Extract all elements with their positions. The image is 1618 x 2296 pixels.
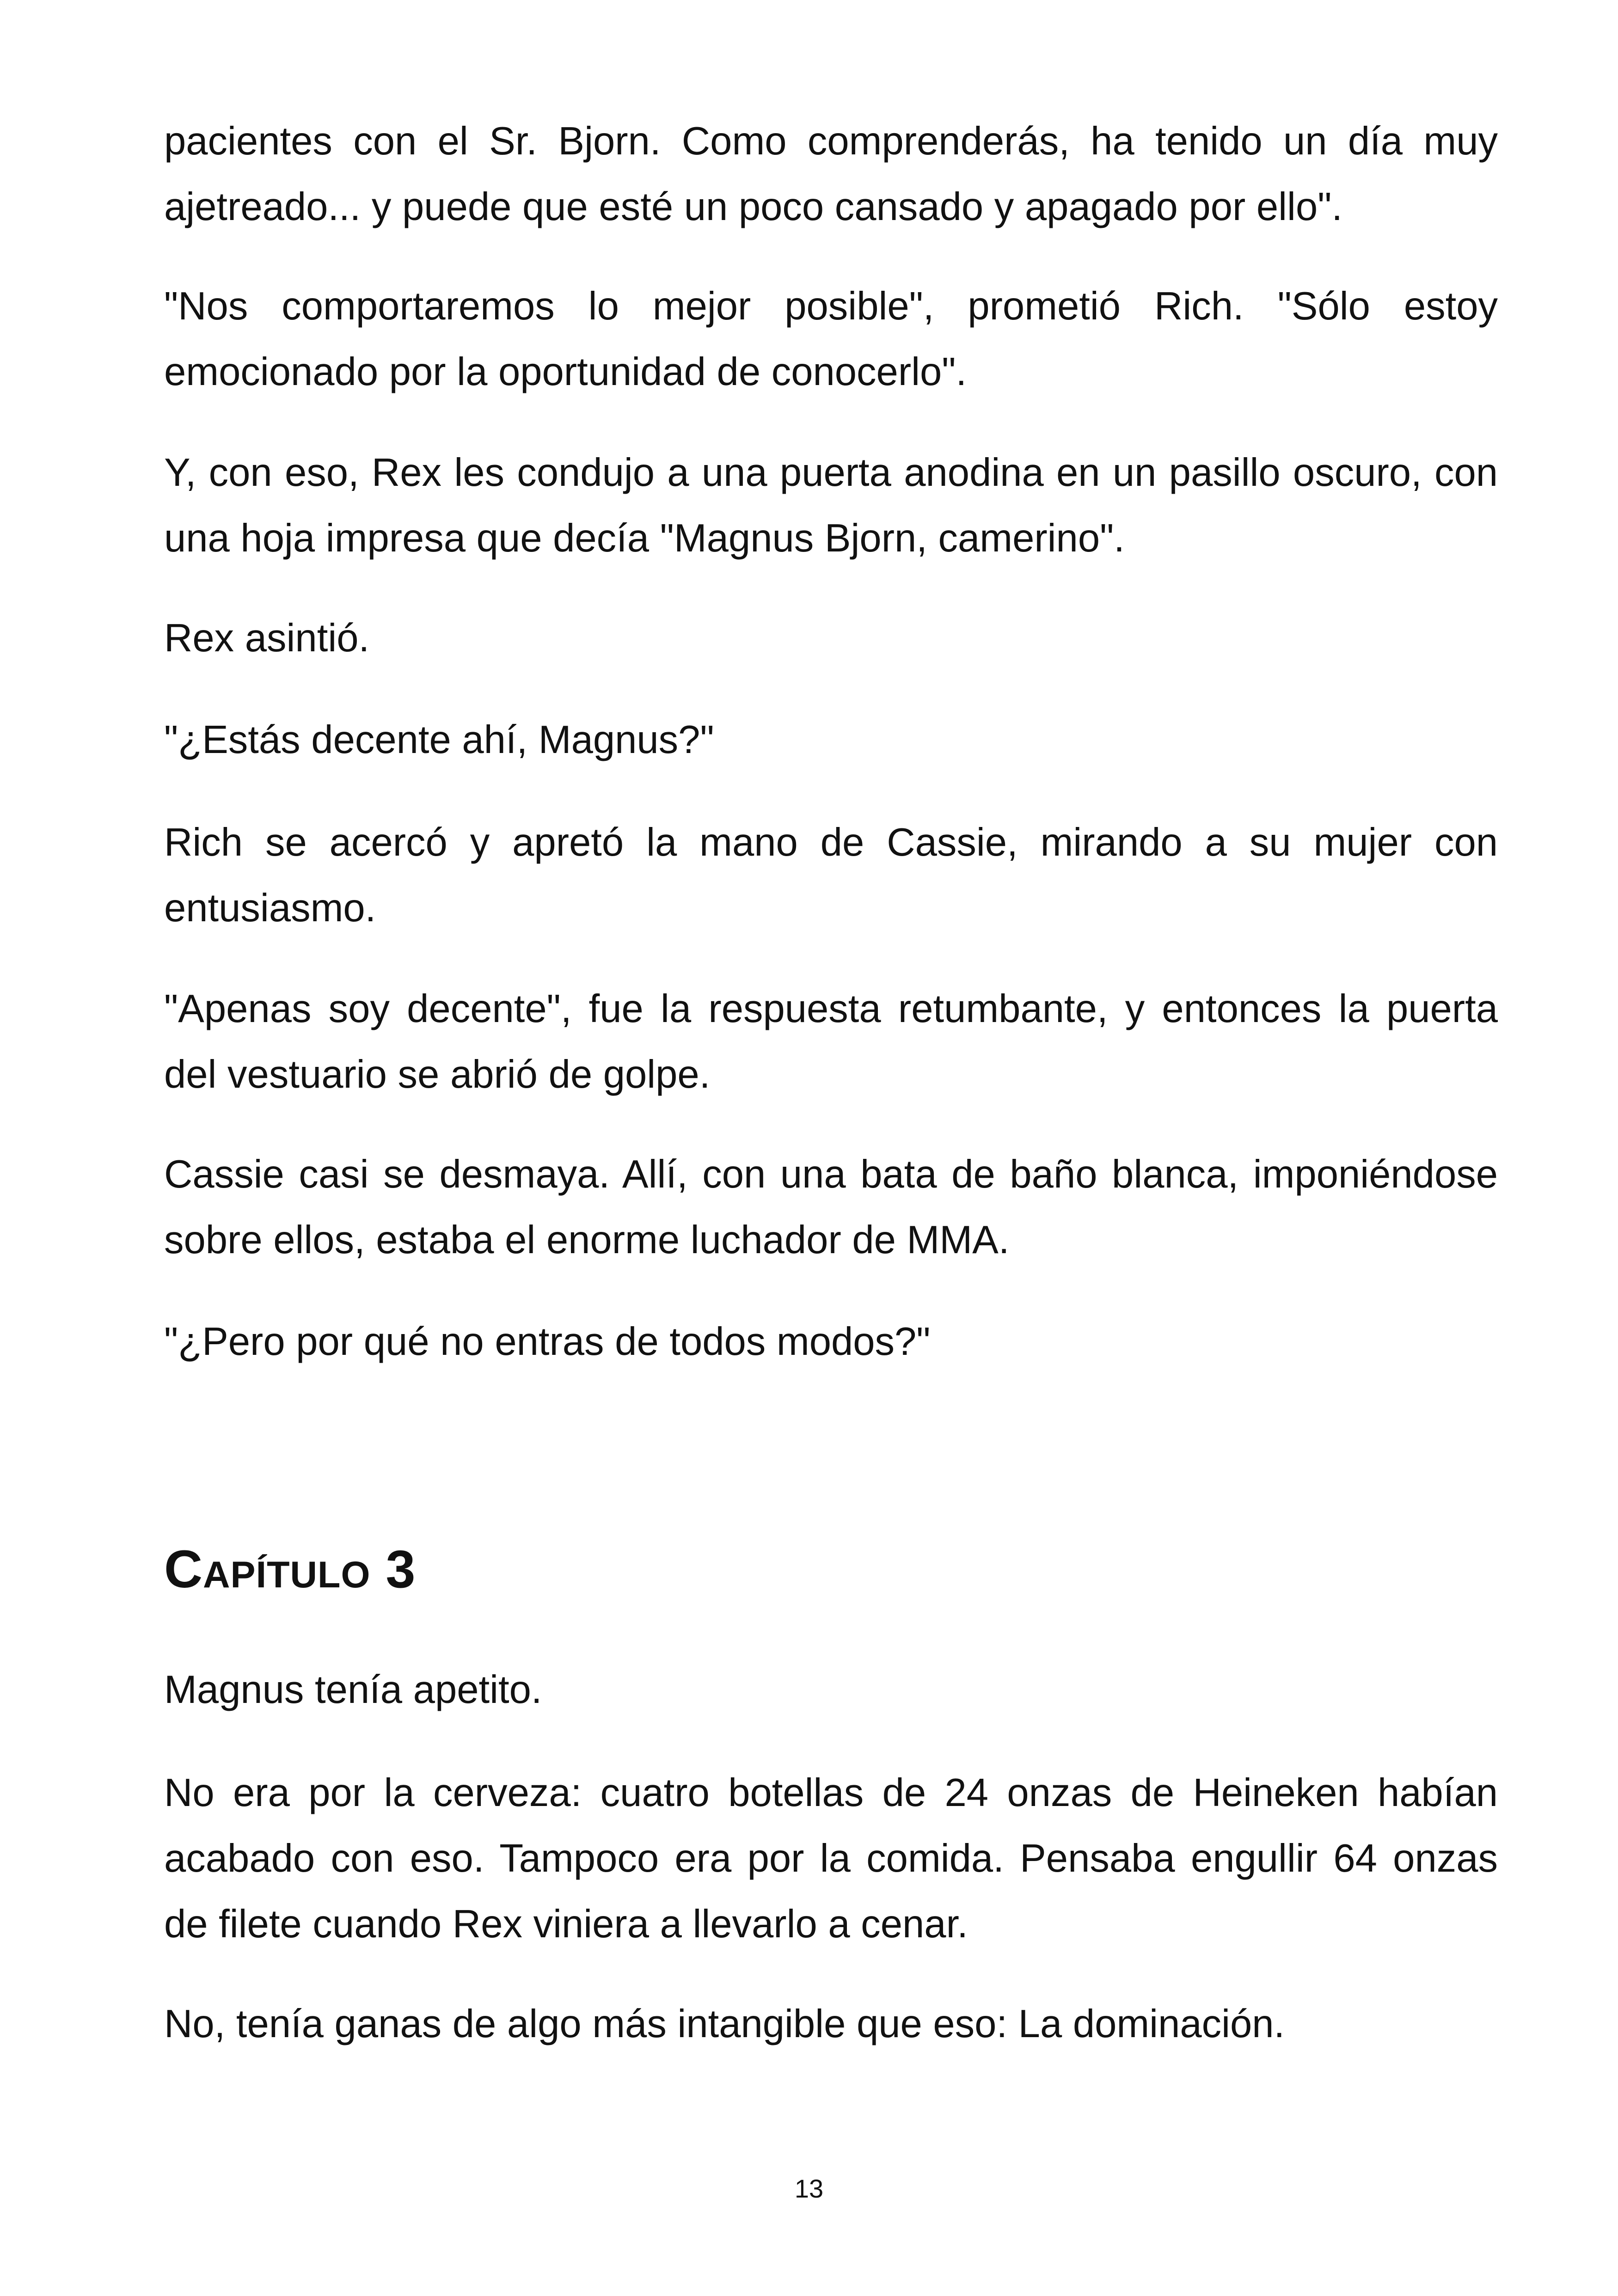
paragraph: Rich se acercó y apretó la mano de Cassie, mirando a su mujer con entusiasmo. bbox=[164, 820, 1498, 930]
paragraph: Y, con eso, Rex les condujo a una puerta anodina en un pasillo oscuro, con una hoja impresa que decía "Magnus Bjorn, camerino". bbox=[164, 451, 1498, 560]
paragraph: No era por la cerveza: cuatro botellas de 24 onzas de Heineken habían acabado con eso. Tampoco era por la comida. Pensaba engullir 64 onzas de filete cuando Rex viniera a llevarlo a cenar. bbox=[164, 1771, 1498, 1946]
paragraph: Rex asintió. bbox=[164, 616, 370, 660]
paragraph: No, tenía ganas de algo más intangible que eso: La dominación. bbox=[164, 2002, 1285, 2046]
paragraph: pacientes con el Sr. Bjorn. Como comprenderás, ha tenido un día muy ajetreado... y puede que esté un poco cansado y apagado por ello". bbox=[164, 119, 1498, 229]
paragraph: Cassie casi se desmaya. Allí, con una bata de baño blanca, imponiéndose sobre ellos, estaba el enorme luchador de MMA. bbox=[164, 1152, 1498, 1262]
paragraph: "¿Pero por qué no entras de todos modos?" bbox=[164, 1320, 931, 1364]
chapter-title: Capítulo 3 bbox=[164, 1540, 416, 1599]
paragraph: Magnus tenía apetito. bbox=[164, 1668, 542, 1712]
paragraph: "Nos comportaremos lo mejor posible", prometió Rich. "Sólo estoy emocionado por la oportunidad de conocerlo". bbox=[164, 284, 1498, 394]
paragraph: "Apenas soy decente", fue la respuesta retumbante, y entonces la puerta del vestuario se abrió de golpe. bbox=[164, 987, 1498, 1096]
paragraph: "¿Estás decente ahí, Magnus?" bbox=[164, 718, 714, 762]
page-number: 13 bbox=[794, 2174, 824, 2203]
